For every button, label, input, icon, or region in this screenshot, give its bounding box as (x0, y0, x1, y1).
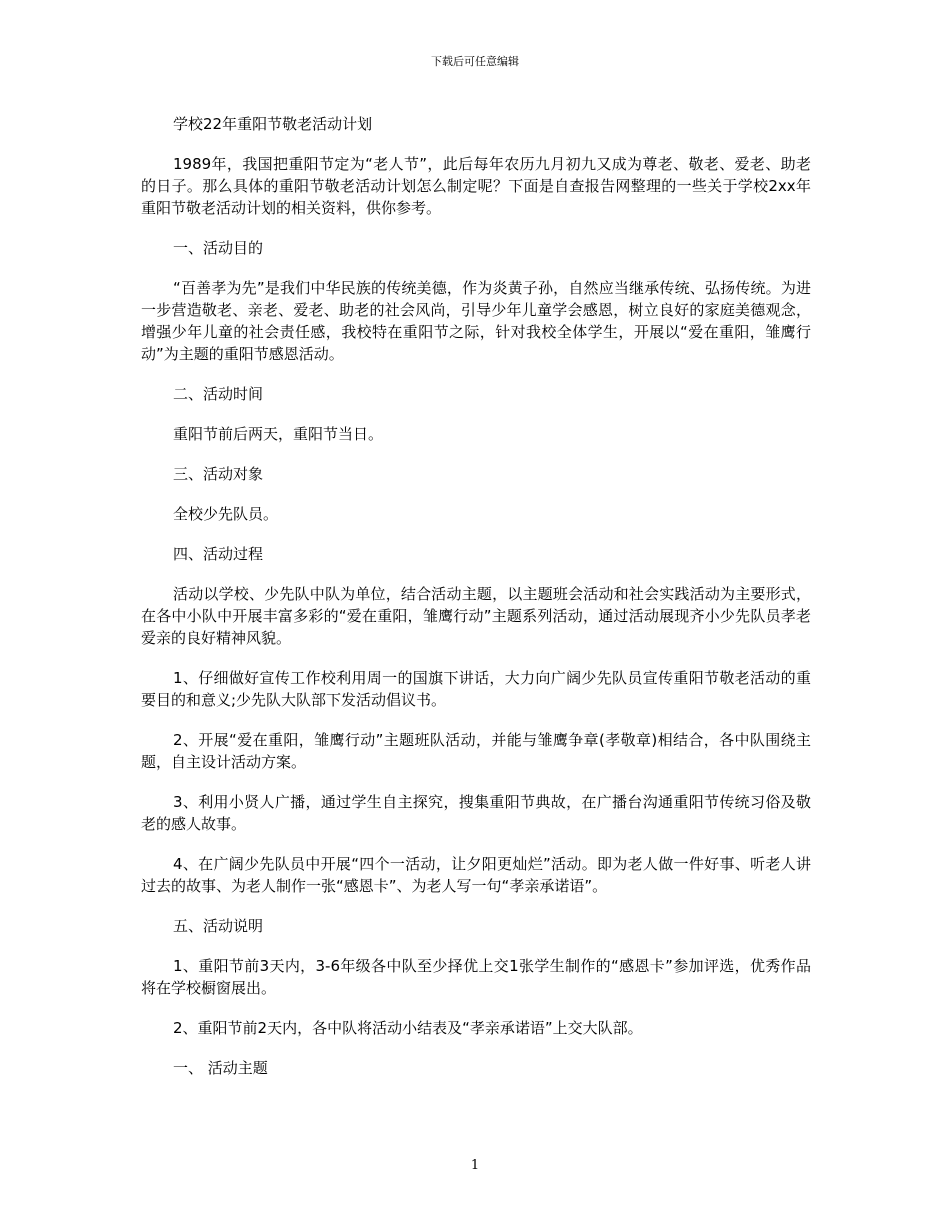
section-heading-purpose: 一、活动目的 (173, 239, 264, 257)
page-header: 下载后可任意编辑 (431, 55, 519, 68)
section-heading-notes: 五、活动说明 (173, 917, 264, 935)
process-item-1: 1、仔细做好宣传工作校利用周一的国旗下讲话，大力向广阔少先队员宣传重阳节敬老活动的重要目的和意义;少先队大队部下发活动倡议书。 (141, 669, 811, 709)
intro-paragraph: 1989年，我国把重阳节定为“老人节”，此后每年农历九月初九又成为尊老、敬老、爱老、助老的日子。那么具体的重阳节敬老活动计划怎么制定呢？下面是自查报告网整理的一些关于学校2xx年重阳节敬老活动计划的相关资料，供你参考。 (141, 155, 811, 217)
time-paragraph: 重阳节前后两天，重阳节当日。 (173, 425, 384, 443)
document-body (141, 113, 811, 1097)
notes-item-1: 1、重阳节前3天内，3-6年级各中队至少择优上交1张学生制作的“感恩卡”参加评选，优秀作品将在学校橱窗展出。 (141, 957, 811, 997)
section-heading-target: 三、活动对象 (173, 465, 264, 483)
process-paragraph: 活动以学校、少先队中队为单位，结合活动主题，以主题班会活动和社会实践活动为主要形式，在各中小队中开展丰富多彩的“爱在重阳，雏鹰行动”主题系列活动，通过活动展现齐小少先队员孝老爱亲的良好精神风貌。 (141, 585, 811, 647)
process-item-3: 3、利用小贤人广播，通过学生自主探究，搜集重阳节典故，在广播台沟通重阳节传统习俗及敬老的感人故事。 (141, 793, 811, 833)
section-heading-time: 二、活动时间 (173, 385, 264, 403)
page-number: 1 (470, 1158, 480, 1173)
target-paragraph: 全校少先队员。 (173, 505, 279, 523)
section-heading-process: 四、活动过程 (173, 545, 264, 563)
purpose-paragraph: “百善孝为先”是我们中华民族的传统美德，作为炎黄子孙，自然应当继承传统、弘扬传统。为进一步营造敬老、亲老、爱老、助老的社会风尚，引导少年儿童学会感恩，树立良好的家庭美德观念，增强少年儿童的社会责任感，我校特在重阳节之际，针对我校全体学生，开展以“爱在重阳，雏鹰行动”为主题的重阳节感恩活动。 (141, 279, 811, 363)
process-item-4: 4、在广阔少先队员中开展“四个一活动，让夕阳更灿烂”活动。即为老人做一件好事、听老人讲过去的故事、为老人制作一张“感恩卡”、为老人写一句“孝亲承诺语”。 (141, 855, 811, 895)
section-heading-theme: 一、 活动主题 (173, 1059, 268, 1077)
notes-item-2: 2、重阳节前2天内，各中队将活动小结表及“孝亲承诺语”上交大队部。 (173, 1019, 643, 1037)
process-item-2: 2、开展“爱在重阳，雏鹰行动”主题班队活动，并能与雏鹰争章(孝敬章)相结合，各中队围绕主题，自主设计活动方案。 (141, 731, 811, 771)
document-title: 学校22年重阳节敬老活动计划 (173, 115, 373, 133)
